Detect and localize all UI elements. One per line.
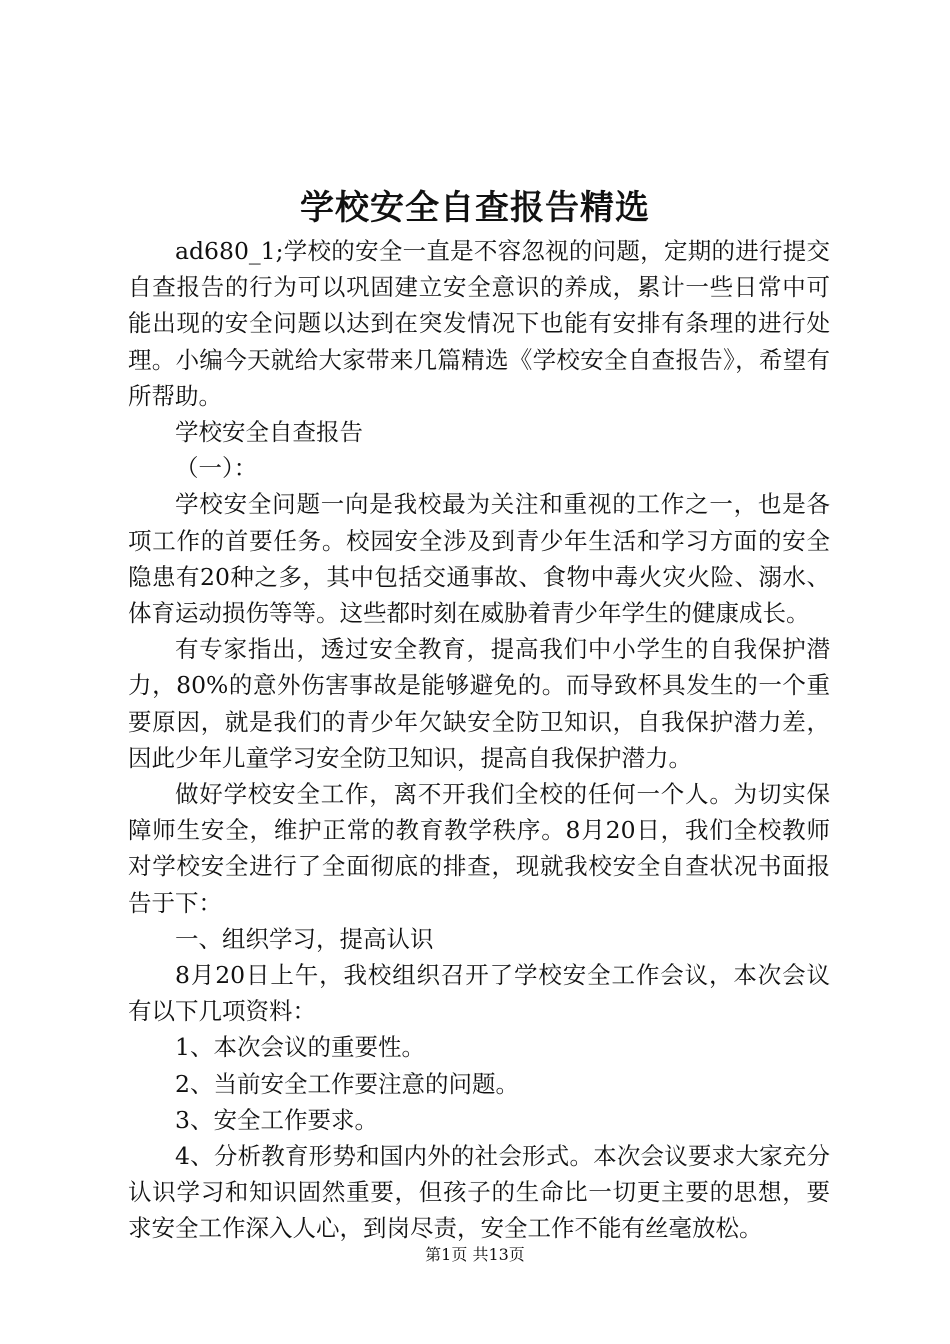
paragraph: 学校安全问题一向是我校最为关注和重视的工作之一，也是各项工作的首要任务。校园安全涉及到青少年生活和学习方面的安全隐患有20种之多，其中包括交通事故、食物中毒火灾火险、溺水、体育运动损伤等等。这些都时刻在威胁着青少年学生的健康成长。	[128, 490, 830, 628]
page-footer: 第1页 共13页	[425, 1245, 525, 1264]
paragraph-section-one: （一）：	[175, 454, 258, 483]
section-heading: 一、组织学习，提高认识	[175, 924, 434, 953]
document-body	[128, 233, 830, 1247]
document-title: 学校安全自查报告精选	[300, 188, 650, 228]
paragraph: 做好学校安全工作，离不开我们全校的任何一个人。为切实保障师生安全，维护正常的教育教学秩序。8月20日，我们全校教师对学校安全进行了全面彻底的排查，现就我校安全自查状况书面报告于下：	[128, 780, 830, 917]
paragraph-subtitle: 学校安全自查报告	[175, 418, 363, 447]
list-item: 4、分析教育形势和国内外的社会形式。本次会议要求大家充分认识学习和知识固然重要，但孩子的生命比一切更主要的思想，要求安全工作深入人心，到岗尽责，安全工作不能有丝毫放松。	[128, 1142, 830, 1243]
list-item: 3、安全工作要求。	[175, 1105, 378, 1134]
paragraph: 8月20日上午，我校组织召开了学校安全工作会议，本次会议有以下几项资料：	[128, 961, 830, 1026]
paragraph-intro: ad680_1;学校的安全一直是不容忽视的问题，定期的进行提交自查报告的行为可以巩固建立安全意识的养成，累计一些日常中可能出现的安全问题以达到在突发情况下也能有安排有条理的进行处理。小编今天就给大家带来几篇精选《学校安全自查报告》，希望有所帮助。	[128, 237, 830, 410]
paragraph: 有专家指出，透过安全教育，提高我们中小学生的自我保护潜力，80%的意外伤害事故是能够避免的。而导致杯具发生的一个重要原因，就是我们的青少年欠缺安全防卫知识，自我保护潜力差，因此少年儿童学习安全防卫知识，提高自我保护潜力。	[128, 635, 830, 772]
list-item: 2、当前安全工作要注意的问题。	[175, 1069, 519, 1098]
list-item: 1、本次会议的重要性。	[175, 1033, 425, 1062]
